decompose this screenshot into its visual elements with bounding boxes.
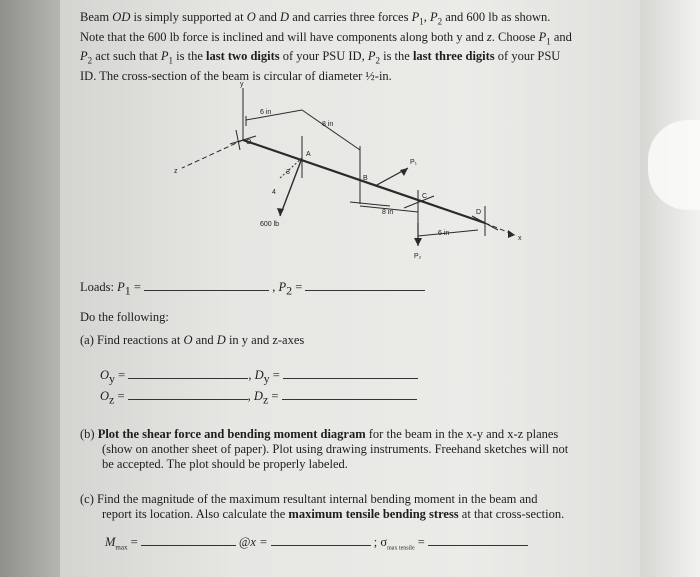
Oy-input[interactable]: [128, 377, 248, 379]
p1-symbol: P: [117, 280, 125, 294]
task-b: (b) Plot the shear force and bending moment diagram for the beam in the x-y and x-z planes (show on another sheet of paper). Plot using drawing instruments. Freehand sketches will not be accepted. The plot should be properly labeled.: [80, 427, 569, 471]
intro-line: Note that the 600 lb force is inclined and will have components along both y and z. Choose $P_1$ and: [80, 29, 572, 46]
loads-row: Loads: $P_1$ = , $P_2$ =: [80, 280, 425, 299]
force-p2-arrowhead: [414, 238, 422, 246]
right-background: [640, 0, 700, 577]
sigma-input[interactable]: [428, 544, 528, 546]
beam-figure: [160, 78, 560, 268]
point-O-label: O: [246, 139, 252, 146]
z-axis-line: [182, 140, 243, 168]
task-c-answer-row: $M_{max}$ = @x = ; $\sigma_{max tensile}$ =: [105, 535, 528, 557]
Oz-input[interactable]: [128, 398, 248, 400]
problem-statement: [80, 10, 640, 84]
z-axis-label: z: [174, 168, 178, 175]
force-600-arrow: [280, 158, 302, 216]
reaction-row-z: $O_z$ = , $D_z$ =: [100, 389, 417, 408]
point-B-label: B: [363, 175, 368, 182]
task-c: (c) Find the magnitude of the maximum resultant internal bending moment in the beam and report its location. Also calculate the maximum tensile bending stress at that cross-section.: [80, 492, 565, 521]
left-background: [0, 0, 60, 577]
intro-line: Beam OD is simply supported at O and D and carries three forces $P_1$, $P_2$ and 600 lb as shown.: [80, 10, 551, 27]
p2-input[interactable]: [305, 289, 425, 291]
tasks-heading: Do the following:: [80, 310, 169, 324]
load-p1-label: P₁: [410, 159, 418, 166]
p1-input[interactable]: [144, 289, 269, 291]
reaction-row-y: $O_y$ = , $D_y$ =: [100, 368, 418, 387]
mmax-input[interactable]: [141, 544, 236, 546]
point-D-label: D: [476, 209, 482, 216]
Dz-input[interactable]: [282, 398, 417, 400]
load-600-label: 600 lb: [260, 221, 280, 228]
dim-8in-a: 8 in: [322, 121, 334, 128]
x-axis-arrowhead: [508, 230, 515, 238]
dim-8in-b: 8 in: [382, 209, 394, 216]
Dy-input[interactable]: [283, 377, 418, 379]
point-A-label: A: [306, 151, 311, 158]
x-location-input[interactable]: [271, 544, 371, 546]
x-axis-label: x: [518, 235, 522, 242]
loads-label: Loads:: [80, 280, 118, 294]
dim-6in-b: 6 in: [438, 230, 450, 237]
load-p2-label: P₂: [414, 253, 422, 260]
slope-4-label: 4: [272, 189, 276, 196]
point-C-label: C: [422, 193, 428, 200]
force-600-arrowhead: [277, 208, 284, 216]
y-axis-label: y: [240, 81, 244, 88]
dim-6in-a: 6 in: [260, 109, 272, 116]
p2-symbol: P: [278, 280, 287, 294]
task-a: (a) Find reactions at O and D in y and z-axes: [80, 333, 305, 347]
intro-line: $P_2$ act such that $P_1$ is the last two digits of your PSU ID, $P_2$ is the last three digits of your PSU: [80, 49, 561, 66]
slope-3-label: 3: [286, 169, 290, 176]
intro-line: ID. The cross-section of the beam is circular of diameter ½-in.: [80, 68, 392, 83]
